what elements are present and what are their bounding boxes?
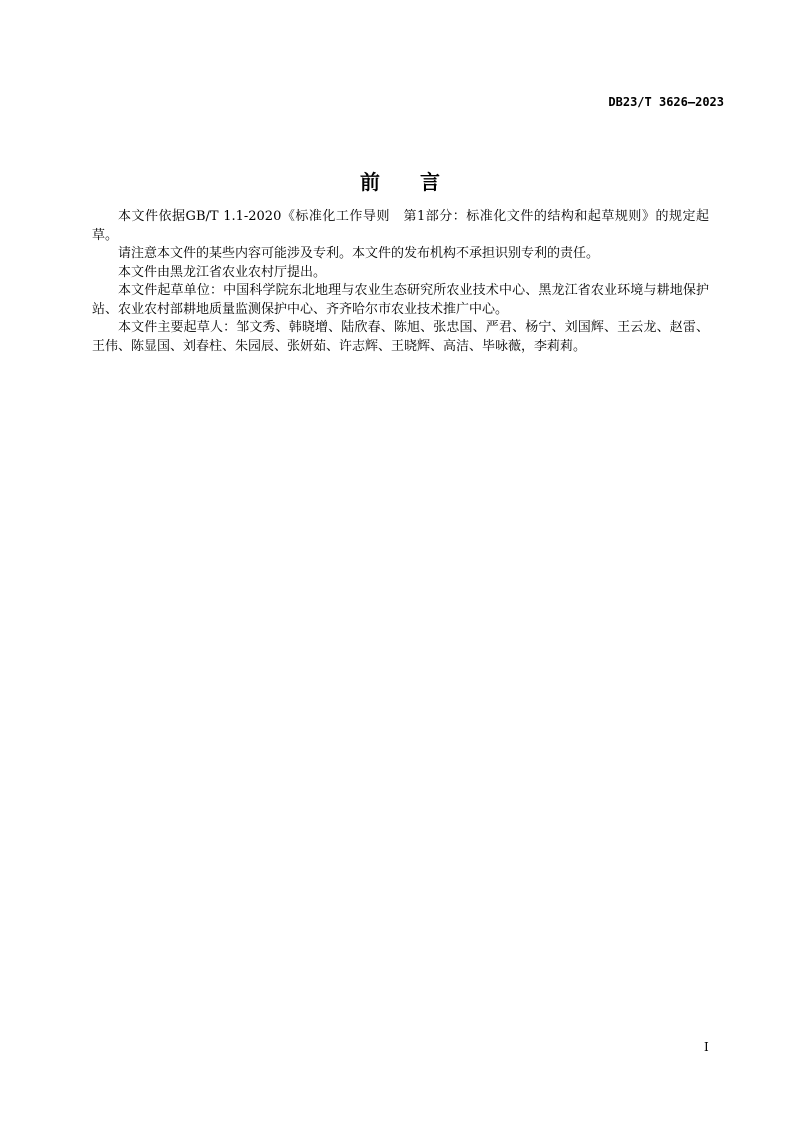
- paragraph-proposer: 本文件由黑龙江省农业农村厅提出。: [118, 264, 327, 280]
- paragraph-basis: 本文件依据GB/T 1.1-2020《标准化工作导则 第1部分：标准化文件的结构和起草规则》的规定起草。: [92, 209, 709, 243]
- section-title: 前言: [360, 170, 480, 194]
- document-code: DB23/T 3626—2023: [608, 95, 724, 109]
- page-number: I: [704, 1040, 709, 1054]
- foreword-body: [92, 208, 709, 356]
- paragraph-drafting-units: 本文件起草单位：中国科学院东北地理与农业生态研究所农业技术中心、黑龙江省农业环境与耕地保护站、农业农村部耕地质量监测保护中心、齐齐哈尔市农业技术推广中心。: [92, 283, 709, 317]
- paragraph-patent-notice: 请注意本文件的某些内容可能涉及专利。本文件的发布机构不承担识别专利的责任。: [118, 246, 600, 261]
- paragraph-drafters: 本文件主要起草人：邹文秀、韩晓增、陆欣春、陈旭、张忠国、严君、杨宁、刘国辉、王云龙、赵雷、王伟、陈显国、刘春柱、朱园辰、张妍茹、许志辉、王晓辉、高洁、毕咏薇，李莉莉。: [92, 320, 709, 354]
